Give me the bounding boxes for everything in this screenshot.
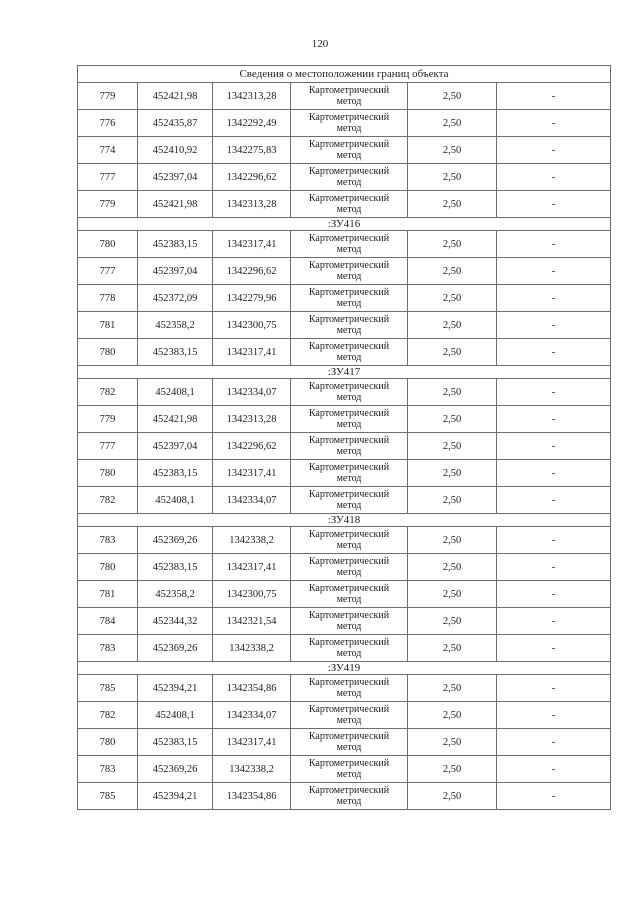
description-cell: - [497,581,611,608]
description-cell: - [497,312,611,339]
method-cell [291,312,408,339]
y-coordinate-cell: 1342354,86 [213,675,291,702]
x-coordinate-cell: 452358,2 [138,312,213,339]
method-cell [291,702,408,729]
point-number-cell: 782 [78,487,138,514]
point-number-cell: 778 [78,285,138,312]
table-row [78,312,611,339]
y-coordinate-cell: 1342296,62 [213,164,291,191]
y-coordinate-cell: 1342338,2 [213,527,291,554]
precision-cell: 2,50 [408,433,497,460]
precision-cell: 2,50 [408,231,497,258]
y-coordinate-cell: 1342313,28 [213,83,291,110]
y-coordinate-cell: 1342317,41 [213,231,291,258]
method-line-1: Картометрический [308,583,390,594]
method-cell [291,433,408,460]
precision-cell: 2,50 [408,729,497,756]
table-row [78,783,611,810]
point-number-cell: 780 [78,460,138,487]
table-row [78,729,611,756]
y-coordinate-cell: 1342354,86 [213,783,291,810]
method-line-2: метод [336,594,362,605]
method-line-1: Картометрический [308,731,390,742]
point-number-cell: 782 [78,379,138,406]
y-coordinate-cell: 1342300,75 [213,581,291,608]
method-line-2: метод [336,769,362,780]
method-line-1: Картометрический [308,166,390,177]
table-title: Сведения о местоположении границ объекта [78,66,611,83]
y-coordinate-cell: 1342338,2 [213,635,291,662]
y-coordinate-cell: 1342321,54 [213,608,291,635]
method-line-1: Картометрический [308,556,390,567]
section-label: :ЗУ417 [78,366,611,379]
method-cell [291,635,408,662]
y-coordinate-cell: 1342313,28 [213,406,291,433]
method-cell [291,608,408,635]
table-row [78,554,611,581]
point-number-cell: 779 [78,83,138,110]
point-number-cell: 780 [78,339,138,366]
description-cell: - [497,339,611,366]
method-line-2: метод [336,298,362,309]
method-line-2: метод [336,621,362,632]
point-number-cell: 774 [78,137,138,164]
method-line-1: Картометрический [308,260,390,271]
point-number-cell: 780 [78,554,138,581]
method-line-1: Картометрический [308,677,390,688]
precision-cell: 2,50 [408,110,497,137]
precision-cell: 2,50 [408,339,497,366]
method-cell [291,137,408,164]
section-header-row [78,366,611,379]
method-line-2: метод [336,473,362,484]
section-label: :ЗУ416 [78,218,611,231]
method-line-2: метод [336,123,362,134]
method-line-1: Картометрический [308,112,390,123]
method-line-2: метод [336,96,362,107]
description-cell: - [497,406,611,433]
method-line-1: Картометрический [308,314,390,325]
table-row [78,339,611,366]
x-coordinate-cell: 452410,92 [138,137,213,164]
table-row [78,137,611,164]
method-line-1: Картометрический [308,462,390,473]
x-coordinate-cell: 452397,04 [138,433,213,460]
x-coordinate-cell: 452383,15 [138,339,213,366]
method-cell [291,258,408,285]
method-line-1: Картометрический [308,139,390,150]
method-line-1: Картометрический [308,381,390,392]
precision-cell: 2,50 [408,164,497,191]
x-coordinate-cell: 452344,32 [138,608,213,635]
precision-cell: 2,50 [408,635,497,662]
y-coordinate-cell: 1342296,62 [213,433,291,460]
method-line-2: метод [336,150,362,161]
description-cell: - [497,635,611,662]
table-row [78,231,611,258]
method-line-2: метод [336,446,362,457]
method-line-1: Картометрический [308,233,390,244]
method-line-1: Картометрический [308,637,390,648]
point-number-cell: 777 [78,433,138,460]
method-line-1: Картометрический [308,435,390,446]
description-cell: - [497,285,611,312]
table-row [78,756,611,783]
precision-cell: 2,50 [408,258,497,285]
method-line-1: Картометрический [308,489,390,500]
section-header-row [78,514,611,527]
x-coordinate-cell: 452369,26 [138,527,213,554]
x-coordinate-cell: 452408,1 [138,379,213,406]
precision-cell: 2,50 [408,191,497,218]
precision-cell: 2,50 [408,285,497,312]
method-cell [291,729,408,756]
point-number-cell: 785 [78,675,138,702]
precision-cell: 2,50 [408,527,497,554]
method-line-2: метод [336,567,362,578]
point-number-cell: 785 [78,783,138,810]
description-cell: - [497,527,611,554]
table-body [78,66,611,810]
x-coordinate-cell: 452394,21 [138,783,213,810]
point-number-cell: 781 [78,581,138,608]
method-line-2: метод [336,419,362,430]
method-line-2: метод [336,177,362,188]
table-row [78,379,611,406]
point-number-cell: 780 [78,729,138,756]
method-line-2: метод [336,540,362,551]
x-coordinate-cell: 452383,15 [138,460,213,487]
y-coordinate-cell: 1342338,2 [213,756,291,783]
point-number-cell: 777 [78,164,138,191]
table-row [78,635,611,662]
x-coordinate-cell: 452383,15 [138,554,213,581]
point-number-cell: 781 [78,312,138,339]
method-cell [291,191,408,218]
x-coordinate-cell: 452383,15 [138,231,213,258]
y-coordinate-cell: 1342317,41 [213,339,291,366]
y-coordinate-cell: 1342317,41 [213,460,291,487]
point-number-cell: 777 [78,258,138,285]
method-line-2: метод [336,392,362,403]
precision-cell: 2,50 [408,487,497,514]
y-coordinate-cell: 1342313,28 [213,191,291,218]
page-number: 120 [311,38,329,50]
method-cell [291,783,408,810]
point-number-cell: 783 [78,527,138,554]
x-coordinate-cell: 452421,98 [138,191,213,218]
y-coordinate-cell: 1342292,49 [213,110,291,137]
table-row [78,258,611,285]
precision-cell: 2,50 [408,581,497,608]
method-line-2: метод [336,271,362,282]
precision-cell: 2,50 [408,756,497,783]
y-coordinate-cell: 1342317,41 [213,554,291,581]
point-number-cell: 780 [78,231,138,258]
table-row [78,702,611,729]
point-number-cell: 783 [78,635,138,662]
table-row [78,433,611,460]
boundary-coordinates-table [77,65,611,810]
method-cell [291,164,408,191]
table-row [78,608,611,635]
x-coordinate-cell: 452408,1 [138,702,213,729]
method-line-2: метод [336,500,362,511]
method-line-2: метод [336,742,362,753]
method-line-2: метод [336,648,362,659]
table-row [78,460,611,487]
table-row [78,191,611,218]
y-coordinate-cell: 1342300,75 [213,312,291,339]
method-cell [291,406,408,433]
description-cell: - [497,756,611,783]
description-cell: - [497,137,611,164]
y-coordinate-cell: 1342334,07 [213,487,291,514]
method-cell [291,581,408,608]
y-coordinate-cell: 1342334,07 [213,379,291,406]
method-cell [291,554,408,581]
section-header-row [78,218,611,231]
precision-cell: 2,50 [408,554,497,581]
y-coordinate-cell: 1342317,41 [213,729,291,756]
method-cell [291,110,408,137]
method-line-1: Картометрический [308,529,390,540]
precision-cell: 2,50 [408,312,497,339]
description-cell: - [497,554,611,581]
point-number-cell: 782 [78,702,138,729]
table-row [78,83,611,110]
method-line-1: Картометрический [308,408,390,419]
table-row [78,110,611,137]
table-row [78,581,611,608]
description-cell: - [497,783,611,810]
precision-cell: 2,50 [408,783,497,810]
description-cell: - [497,258,611,285]
section-label: :ЗУ418 [78,514,611,527]
x-coordinate-cell: 452435,87 [138,110,213,137]
method-line-1: Картометрический [308,785,390,796]
x-coordinate-cell: 452421,98 [138,83,213,110]
method-cell [291,379,408,406]
table-row [78,487,611,514]
x-coordinate-cell: 452358,2 [138,581,213,608]
table-row [78,285,611,312]
method-line-1: Картометрический [308,610,390,621]
table-row [78,406,611,433]
description-cell: - [497,110,611,137]
method-line-2: метод [336,715,362,726]
y-coordinate-cell: 1342275,83 [213,137,291,164]
table-row [78,675,611,702]
method-cell [291,83,408,110]
method-cell [291,339,408,366]
method-cell [291,675,408,702]
point-number-cell: 776 [78,110,138,137]
point-number-cell: 784 [78,608,138,635]
description-cell: - [497,433,611,460]
x-coordinate-cell: 452372,09 [138,285,213,312]
precision-cell: 2,50 [408,83,497,110]
description-cell: - [497,729,611,756]
precision-cell: 2,50 [408,702,497,729]
x-coordinate-cell: 452397,04 [138,258,213,285]
method-line-2: метод [336,204,362,215]
precision-cell: 2,50 [408,608,497,635]
description-cell: - [497,191,611,218]
method-line-2: метод [336,796,362,807]
x-coordinate-cell: 452421,98 [138,406,213,433]
method-cell [291,756,408,783]
method-line-2: метод [336,352,362,363]
precision-cell: 2,50 [408,460,497,487]
method-cell [291,460,408,487]
point-number-cell: 783 [78,756,138,783]
description-cell: - [497,608,611,635]
description-cell: - [497,164,611,191]
x-coordinate-cell: 452383,15 [138,729,213,756]
point-number-cell: 779 [78,406,138,433]
method-line-2: метод [336,244,362,255]
section-header-row [78,662,611,675]
description-cell: - [497,231,611,258]
x-coordinate-cell: 452408,1 [138,487,213,514]
method-cell [291,527,408,554]
method-line-1: Картометрический [308,85,390,96]
table-row [78,164,611,191]
method-cell [291,285,408,312]
precision-cell: 2,50 [408,675,497,702]
method-line-1: Картометрический [308,193,390,204]
point-number-cell: 779 [78,191,138,218]
x-coordinate-cell: 452397,04 [138,164,213,191]
description-cell: - [497,379,611,406]
x-coordinate-cell: 452369,26 [138,756,213,783]
description-cell: - [497,487,611,514]
y-coordinate-cell: 1342296,62 [213,258,291,285]
description-cell: - [497,675,611,702]
section-label: :ЗУ419 [78,662,611,675]
table-title-row [78,66,611,83]
method-line-1: Картометрический [308,704,390,715]
method-cell [291,487,408,514]
y-coordinate-cell: 1342334,07 [213,702,291,729]
method-line-2: метод [336,325,362,336]
method-cell [291,231,408,258]
description-cell: - [497,460,611,487]
precision-cell: 2,50 [408,406,497,433]
x-coordinate-cell: 452394,21 [138,675,213,702]
method-line-1: Картометрический [308,758,390,769]
precision-cell: 2,50 [408,137,497,164]
precision-cell: 2,50 [408,379,497,406]
table-row [78,527,611,554]
description-cell: - [497,702,611,729]
method-line-1: Картометрический [308,341,390,352]
method-line-1: Картометрический [308,287,390,298]
method-line-2: метод [336,688,362,699]
y-coordinate-cell: 1342279,96 [213,285,291,312]
description-cell: - [497,83,611,110]
x-coordinate-cell: 452369,26 [138,635,213,662]
